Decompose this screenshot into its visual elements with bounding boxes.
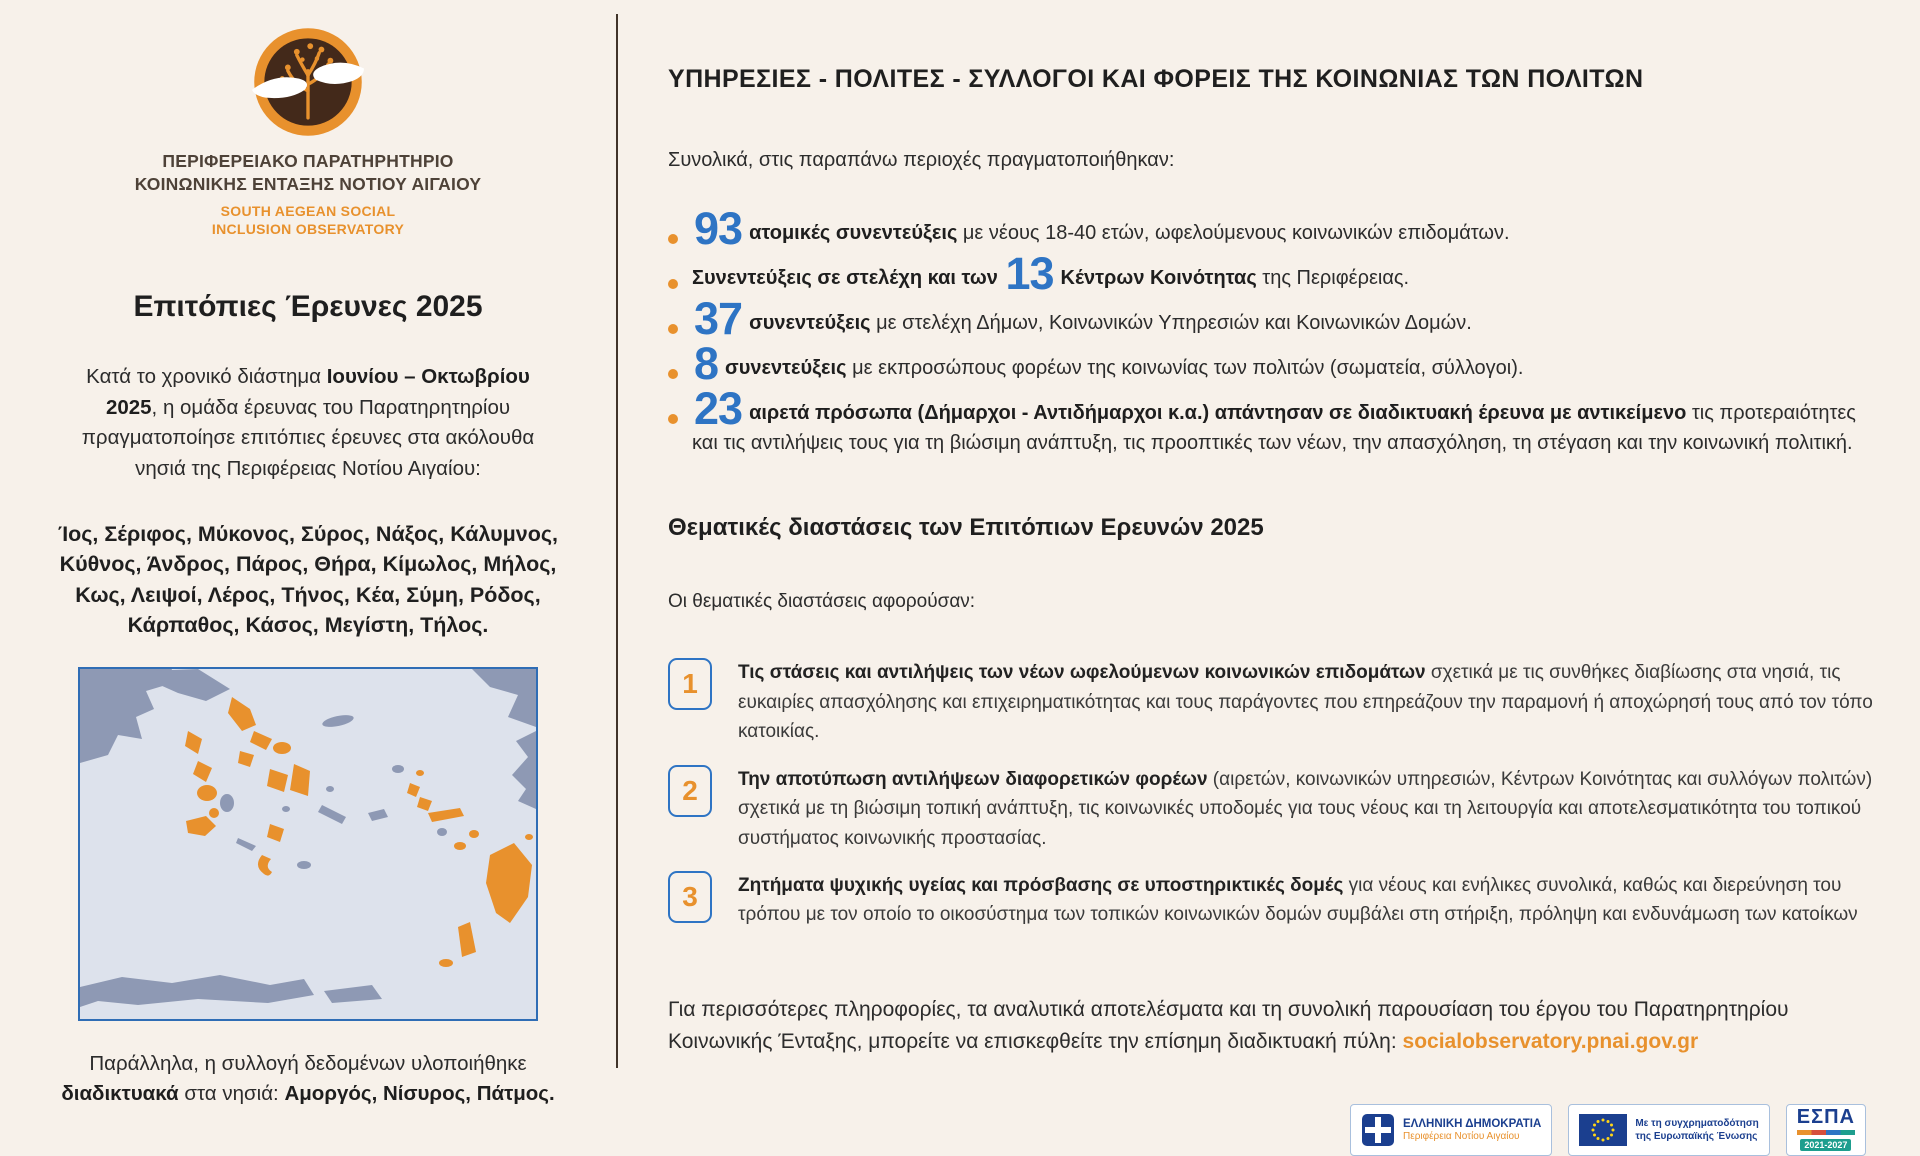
stats-list bbox=[668, 202, 1876, 458]
theme-number: 1 bbox=[682, 668, 698, 700]
espa-years: 2021-2027 bbox=[1800, 1139, 1851, 1151]
stat-text: 23 αιρετά πρόσωπα (Δήμαρχοι - Αντιδήμαρχοι κ.α.) απάντησαν σε διαδικτυακή έρευνα με αντικείμενο τις προτεραιότητες και τις αντιλήψεις τους για τη βιώσιμη ανάπτυξη, τις προοπτικές των νέων, την απασχόληση, τη στέγαση και την κοινωνική πολιτική. bbox=[692, 382, 1856, 454]
hellenic-republic-logo bbox=[1350, 1104, 1552, 1156]
espa-logo bbox=[1786, 1104, 1866, 1156]
bullet-dot-icon bbox=[668, 324, 678, 334]
stat-item bbox=[668, 292, 1876, 344]
theme-number: 2 bbox=[682, 774, 698, 806]
stat-item bbox=[668, 337, 1876, 389]
left-column bbox=[0, 0, 616, 1105]
eu-flag-icon bbox=[1579, 1114, 1627, 1146]
theme-item bbox=[668, 765, 1876, 853]
map-svg bbox=[80, 669, 536, 1019]
portal-link[interactable]: socialobservatory.pnai.gov.gr bbox=[1402, 1030, 1699, 1054]
stat-item bbox=[668, 202, 1876, 254]
hellenic-logo-line1: ΕΛΛΗΝΙΚΗ ΔΗΜΟΚΡΑΤΙΑ bbox=[1403, 1117, 1542, 1130]
theme-number-box bbox=[668, 871, 712, 923]
stats-intro: Συνολικά, στις παραπάνω περιοχές πραγματοποιήθηκαν: bbox=[668, 148, 1175, 171]
espa-title: ΕΣΠΑ bbox=[1796, 1106, 1855, 1128]
theme-item bbox=[668, 658, 1876, 746]
hands-tree-logo-icon bbox=[252, 26, 364, 138]
espa-color-bar-icon bbox=[1797, 1130, 1855, 1135]
theme-text: Τις στάσεις και αντιλήψεις των νέων ωφελούμενων κοινωνικών επιδομάτων σχετικά με τις συνθήκες διαβίωσης στα νησιά, τις ευκαιρίες απασχόλησης και επιχειρηματικότητας και τους παράγοντες που επηρεάζουν την παραμονή ή αποχώρησή τους από τον τόπο κατοικίας. bbox=[738, 662, 1873, 743]
themes-intro: Οι θεματικές διαστάσεις αφορούσαν: bbox=[668, 591, 976, 613]
intro-paragraph: Κατά το χρονικό διάστημα Ιουνίου – Οκτωβρίου 2025, η ομάδα έρευνας του Παρατηρητηρίου πραγματοποίησε επιτόπιες έρευνες στα ακόλουθα νησιά της Περιφέρειας Νοτίου Αιγαίου: bbox=[81, 364, 535, 481]
section-heading-themes: Θεματικές διαστάσεις των Επιτόπιων Ερευνών 2025 bbox=[668, 513, 1264, 541]
stat-item bbox=[668, 247, 1876, 299]
stat-text: 93 ατομικές συνεντεύξεις με νέους 18-40 ετών, ωφελούμενους κοινωνικών επιδομάτων. bbox=[694, 202, 1510, 254]
observatory-logo bbox=[30, 26, 586, 238]
page-title: Επιτόπιες Έρευνες 2025 bbox=[133, 289, 483, 323]
eu-cofunding-logo bbox=[1568, 1104, 1769, 1156]
theme-item bbox=[668, 871, 1876, 930]
theme-text: Ζητήματα ψυχικής υγείας και πρόσβασης σε υποστηρικτικές δομές για νέους και ενήλικες συνολικά, καθώς και διερεύνηση του τρόπου με τον οποίο το οικοσύστημα των τοπικών κοινωνικών δομών συμβάλει στη στήριξη, πρόληψη και ενδυνάμωση των κατοίκων bbox=[738, 875, 1858, 926]
bullet-dot-icon bbox=[668, 369, 678, 379]
hellenic-emblem-icon bbox=[1361, 1113, 1395, 1147]
theme-number-box bbox=[668, 765, 712, 817]
stat-item bbox=[668, 382, 1876, 458]
stat-text: Συνεντεύξεις σε στελέχη και των 13 Κέντρων Κοινότητας της Περιφέρειας. bbox=[692, 247, 1410, 299]
right-column bbox=[618, 0, 1920, 1150]
online-collection-note: Παράλληλα, η συλλογή δεδομένων υλοποιήθηκε διαδικτυακά στα νησιά: Αμοργός, Νίσυρος, Πάτμος. bbox=[61, 1051, 555, 1105]
islands-list: Ίος, Σέριφος, Μύκονος, Σύρος, Νάξος, Κάλυμνος, Κύθνος, Άνδρος, Πάρος, Θήρα, Κίμωλος, Μήλος, Κως, Λειψοί, Λέρος, Τήνος, Κέα, Σύμη, Ρόδος, Κάρπαθος, Κάσος, Μεγίστη, Τήλος. bbox=[57, 521, 559, 638]
bullet-dot-icon bbox=[668, 279, 678, 289]
footer-info: Για περισσότερες πληροφορίες, τα αναλυτικά αποτελέσματα και τη συνολική παρουσίαση του έργου του Παρατηρητηρίου Κοινωνικής Ένταξης, μπορείτε να επισκεφθείτε την επίσημη διαδικτυακή πύλη: socialobservatory.pnai.gov.gr bbox=[668, 997, 1789, 1054]
footer-logos bbox=[668, 1104, 1876, 1156]
stat-text: 37 συνεντεύξεις με στελέχη Δήμων, Κοινωνικών Υπηρεσιών και Κοινωνικών Δομών. bbox=[694, 292, 1472, 344]
theme-number: 3 bbox=[682, 881, 698, 913]
themes-list bbox=[668, 658, 1876, 930]
bullet-dot-icon bbox=[668, 414, 678, 424]
bullet-dot-icon bbox=[668, 234, 678, 244]
hellenic-logo-line2: Περιφέρεια Νοτίου Αιγαίου bbox=[1403, 1130, 1520, 1142]
org-name-english: SOUTH AEGEAN SOCIAL INCLUSION OBSERVATORY bbox=[211, 202, 405, 237]
stat-text: 8 συνεντεύξεις με εκπροσώπους φορέων της κοινωνίας των πολιτών (σωματεία, σύλλογοι). bbox=[694, 337, 1524, 389]
aegean-islands-map bbox=[78, 667, 538, 1021]
section-heading-services: ΥΠΗΡΕΣΙΕΣ - ΠΟΛΙΤΕΣ - ΣΥΛΛΟΓΟΙ ΚΑΙ ΦΟΡΕΙΣ ΤΗΣ ΚΟΙΝΩΝΙΑΣ ΤΩΝ ΠΟΛΙΤΩΝ bbox=[668, 64, 1644, 93]
org-name-greek: ΠΕΡΙΦΕΡΕΙΑΚΟ ΠΑΡΑΤΗΡΗΤΗΡΙΟ ΚΟΙΝΩΝΙΚΗΣ ΕΝΤΑΞΗΣ ΝΟΤΙΟΥ ΑΙΓΑΙΟΥ bbox=[134, 151, 482, 194]
eu-logo-line1: Με τη συγχρηματοδότηση bbox=[1635, 1118, 1759, 1129]
eu-logo-line2: της Ευρωπαϊκής Ένωσης bbox=[1635, 1131, 1758, 1142]
theme-text: Την αποτύπωση αντιλήψεων διαφορετικών φορέων (αιρετών, κοινωνικών υπηρεσιών, Κέντρων Κοινότητας και συλλόγων πολιτών) σχετικά με τη βιώσιμη τοπική ανάπτυξη, τις κοινωνικές υποδομές για τους νέους και τη λειτουργία και αποτελεσματικότητα του τοπικού συστήματος κοινωνικής προστασίας. bbox=[738, 768, 1873, 849]
theme-number-box bbox=[668, 658, 712, 710]
